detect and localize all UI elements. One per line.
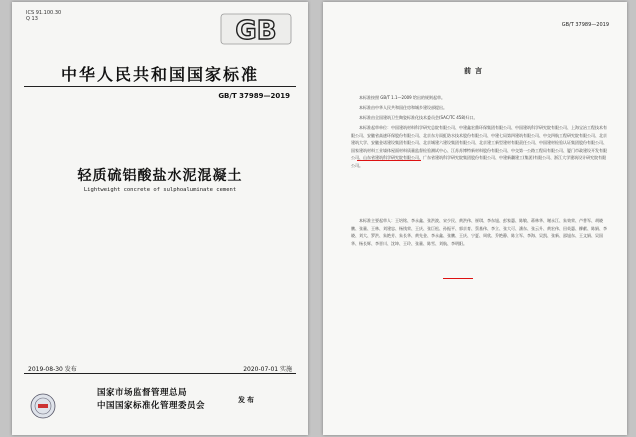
bottom-rule <box>24 373 296 374</box>
ccs-code: Q 13 <box>26 16 38 22</box>
foreword-drafters: 本标准主要起草人：王培铭、李永鑫、张洪波、宋少民、黄洪伟、崔琪、李东旭、彭家惠、陈敏、蒋林华、谢永江、朱效荣、卢普军、胡晓鹏、张量、王林、刘建忠、杨钱荣、王庆、张巨松、孙振平、郭京育、蔡基伟、李立、张大可、潘东、张云升、黄宏伟、田英惠、柳献、陈娟、李晓、刘大、罗洪、朱艳芳、朱长华、黄先金、李永鑫、张鹏、王庆、宁夏、周欣、乔艳静、陈立军、李海、吴凯、张新、邵旭东、王文娟、吴国华、杨长辉、李晋川、沈坤、王玲、张量、陈雪、刘航、李明阳。 <box>351 218 607 246</box>
foreword-standard-code: GB/T 37989—2019 <box>561 22 609 28</box>
top-rule <box>24 86 296 87</box>
certification-seal <box>30 393 56 419</box>
standard-code: GB/T 37989—2019 <box>218 92 290 100</box>
gb-logo-text: GB <box>235 16 277 46</box>
foreword-paragraph: 本标准按照 GB/T 1.1—2009 给出的规则起草。 <box>359 95 445 100</box>
standard-title-en: Lightweight concrete of sulphoaluminate cement <box>83 187 237 193</box>
national-standard-title: 中华人民共和国国家标准 <box>60 65 259 84</box>
foreword-page <box>323 2 627 435</box>
cover-page <box>12 2 308 435</box>
effective-date: 2020-07-01 实施 <box>243 366 292 373</box>
issue-date: 2019-08-30 发布 <box>28 366 77 373</box>
foreword-drafting-units: 本标准起草单位：中国建筑材料科学研究总院有限公司、中建鑫宏鼎环保集团有限公司、中国建筑科学研究院有限公司、上海宝冶工程技术有限公司、安徽省高速环保股份有限公司、北京东方雨虹防水技术股份有限公司、中建七局第四建筑有限公司、中交四航工程研究院有限公司、北京建筑大学、安徽金诺建设集团有限公司、北京城建六建设集团有限公司、北京建工新型建材有限责任公司、中国建材检验认证集团股份有限公司、国家建筑材料工业墙体屋面材料质量监督检验测试中心、江苏苏博特新材料股份有限公司、中交第一公路工程局有限公司、厦门市政建设开发有限公司、山东省建筑科学研究院有限公司、广东省建筑科学研究院集团股份有限公司、中建新疆建工(集团)有限公司、浙江大学建筑设计研究院有限公司。 <box>351 125 607 168</box>
issuer-sac: 中国国家标准化管理委员会 <box>97 401 206 411</box>
issue-label: 发布 <box>238 396 256 404</box>
foreword-heading: 前言 <box>464 67 486 75</box>
issuer-samr: 国家市场监督管理总局 <box>97 388 188 398</box>
ics-code: ICS 91.100.30 <box>26 10 62 16</box>
gb-logo <box>217 8 295 50</box>
foreword-paragraph: 本标准由全国建筑卫生陶瓷标准化技术委员会(SAC/TC 458)归口。 <box>359 115 478 120</box>
red-underline-mark <box>357 160 421 161</box>
foreword-paragraph: 本标准由中华人民共和国住房和城乡建设部提出。 <box>359 105 447 110</box>
standard-title-cn: 轻质硫铝酸盐水泥混凝土 <box>77 168 243 184</box>
red-underline-mark <box>443 278 473 279</box>
